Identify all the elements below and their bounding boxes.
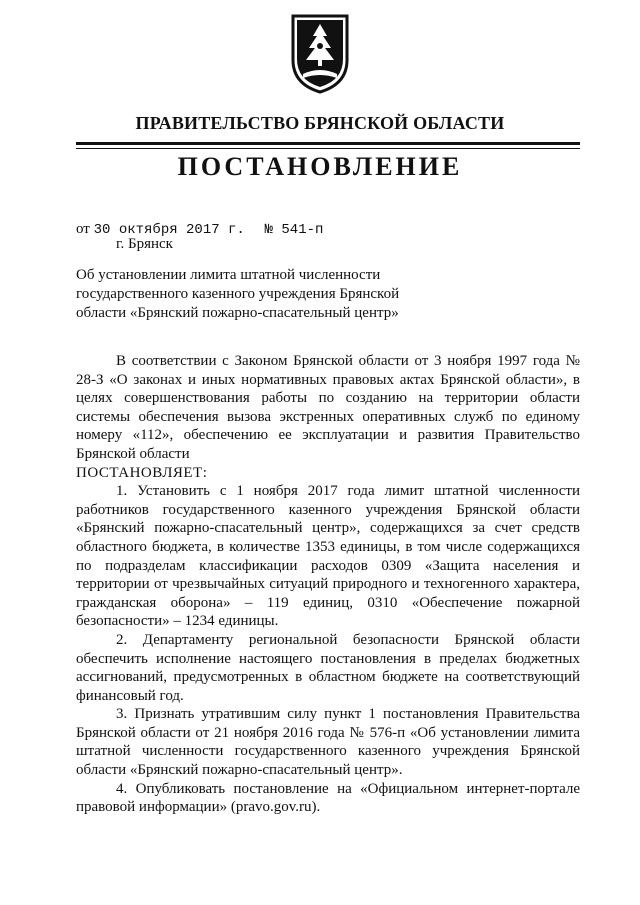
coat-of-arms-icon — [289, 12, 351, 94]
item-paragraph-2: 2. Департаменту региональной безопасности Брянской области обеспечить исполнение настоящего постановления в пределах бюджетных ассигнований, предусмотренных в областном бюджете на соответствующий финансовый год. — [76, 631, 580, 704]
document-date: 30 октября 2017 г. — [93, 222, 245, 238]
document-number: № 541-п — [264, 222, 324, 238]
subject-heading: Об установлении лимита штатной численности государственного казенного учреждения Брянской области «Брянский пожарно-спасательный центр» — [76, 267, 400, 321]
government-title: ПРАВИТЕЛЬСТВО БРЯНСКОЙ ОБЛАСТИ — [135, 113, 505, 133]
decree-word: ПОСТАНОВЛЯЕТ: — [76, 464, 208, 481]
document-type-title: ПОСТАНОВЛЕНИЕ — [177, 152, 463, 181]
document-body — [76, 352, 580, 817]
header-rule-thick — [76, 142, 580, 145]
date-prefix: от — [76, 221, 90, 237]
city-label: г. Брянск — [116, 236, 173, 252]
item-paragraph-3: 3. Признать утратившим силу пункт 1 постановления Правительства Брянской области от 21 ноября 2016 года № 576-п «Об установлении лимита штатной численности государственного казенного учреждения Брянской области «Брянский пожарно-спасательный центр». — [76, 706, 580, 779]
item-paragraph-4: 4. Опубликовать постановление на «Официальном интернет-портале правовой информации» (pravo.gov.ru). — [76, 780, 580, 816]
item-paragraph-1: 1. Установить с 1 ноября 2017 года лимит штатной численности работников государственного казенного учреждения Брянской области «Брянский пожарно-спасательный центр», содержащихся за счет средств областного бюджета, в количестве 1353 единицы, в том числе содержащихся по подразделам классификации расходов 0309 «Защита населения и территории от чрезвычайных ситуаций природного и техногенного характера, гражданская оборона» – 119 единиц, 0310 «Обеспечение пожарной безопасности» – 1234 единицы. — [76, 483, 580, 630]
header-rule-thin — [76, 148, 580, 149]
date-line — [76, 221, 323, 238]
preamble-paragraph: В соответствии с Законом Брянской области от 3 ноября 1997 года № 28-З «О законах и иных нормативных правовых актах Брянской области», в целях совершенствования работы по созданию на территории области системы обеспечения вызова экстренных оперативных служб по единому номеру «112», обеспечению ее эксплуатации и развития Правительство Брянской области — [76, 353, 580, 462]
